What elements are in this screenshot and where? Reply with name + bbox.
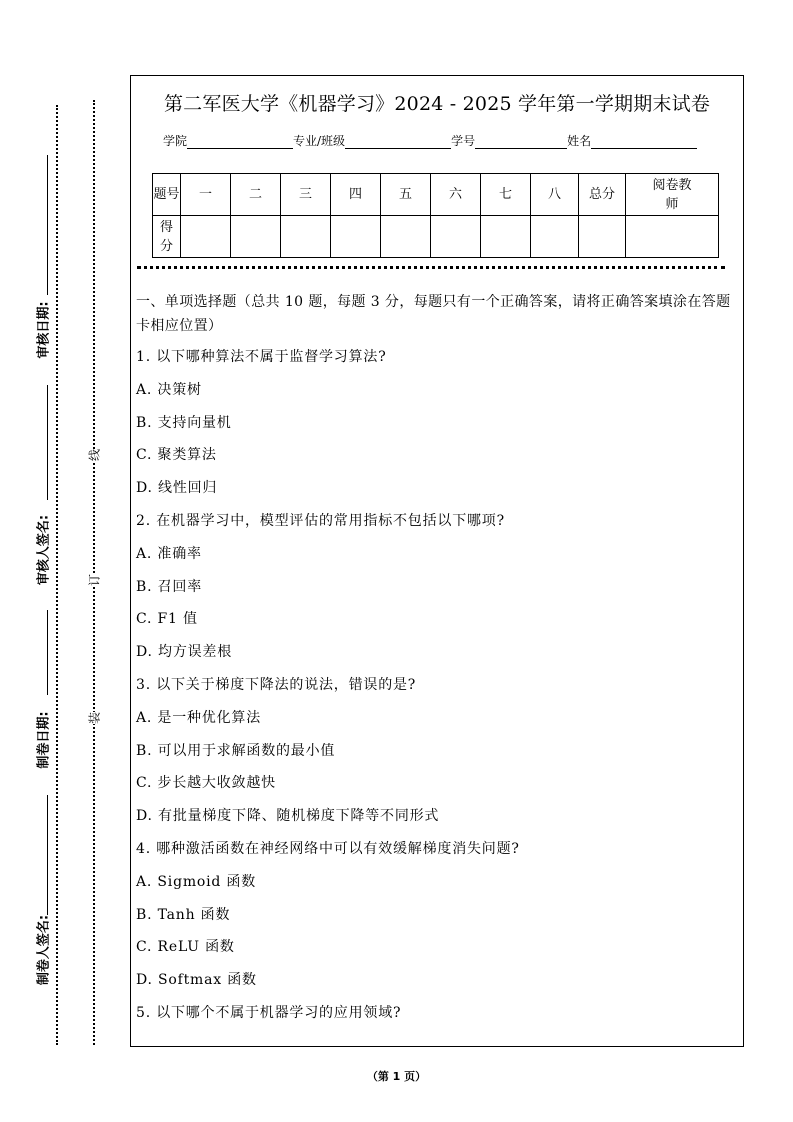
- exam-paper-frame: [130, 75, 744, 1047]
- page-number: （第 1 页）: [366, 1070, 427, 1083]
- score-header-cell: 三: [281, 174, 331, 216]
- score-header-cell: 七: [481, 174, 531, 216]
- question-stem: 4. 哪种激活函数在神经网络中可以有效缓解梯度消失问题?: [136, 840, 520, 857]
- review-date-label: 审核日期:: [36, 301, 52, 359]
- major-class-label: 专业/班级: [293, 134, 346, 148]
- option-b: B. 可以用于求解函数的最小值: [136, 742, 336, 759]
- option-c: C. ReLU 函数: [136, 939, 235, 956]
- binding-margin: [0, 0, 130, 1122]
- question-stem: 2. 在机器学习中，模型评估的常用指标不包括以下哪项?: [136, 512, 505, 529]
- compile-date-line: [47, 610, 48, 695]
- score-header-cell: 阅卷教师: [626, 174, 719, 216]
- score-header-cell: 六: [431, 174, 481, 216]
- score-cell[interactable]: [381, 216, 431, 258]
- exam-content: [136, 290, 736, 1036]
- score-header-cell: 总分: [579, 174, 626, 216]
- score-header-cell: 四: [331, 174, 381, 216]
- option-b: B. 支持向量机: [136, 414, 232, 431]
- score-cell[interactable]: [626, 216, 719, 258]
- score-table-header-row: [153, 174, 719, 216]
- option-d: D. 有批量梯度下降、随机梯度下降等不同形式: [136, 808, 440, 825]
- score-header-cell: 题号: [153, 174, 181, 216]
- score-row-label: 得分: [153, 216, 181, 258]
- option-c: C. 步长越大收敛越快: [136, 775, 276, 792]
- option-a: A. Sigmoid 函数: [136, 873, 257, 890]
- option-b: B. 召回率: [136, 578, 202, 595]
- option-d: D. 均方误差根: [136, 644, 233, 661]
- college-label: 学院: [163, 134, 188, 148]
- binding-mark-xian: 线: [84, 449, 105, 461]
- score-table: [152, 173, 719, 258]
- compile-date-label: 制卷日期:: [36, 711, 52, 769]
- score-header-cell: 八: [531, 174, 579, 216]
- score-cell[interactable]: [481, 216, 531, 258]
- reviewer-signature-line: [47, 385, 48, 500]
- score-header-cell: 五: [381, 174, 431, 216]
- question-stem: 5. 以下哪个不属于机器学习的应用领域?: [136, 1004, 402, 1021]
- binding-dotted-line-inner: [93, 100, 95, 1045]
- exam-title: 第二军医大学《机器学习》2024 - 2025 学年第一学期期末试卷: [163, 93, 711, 115]
- option-a: A. 决策树: [136, 381, 202, 398]
- student-id-label: 学号: [451, 134, 476, 148]
- binding-dotted-line-outer: [56, 105, 58, 1045]
- option-a: A. 准确率: [136, 545, 202, 562]
- college-field[interactable]: [187, 135, 293, 149]
- question-stem: 3. 以下关于梯度下降法的说法，错误的是?: [136, 676, 417, 693]
- name-field[interactable]: [591, 135, 697, 149]
- score-cell[interactable]: [431, 216, 481, 258]
- score-header-cell: 一: [181, 174, 231, 216]
- binding-mark-ding: 订: [84, 574, 105, 586]
- score-table-score-row: [153, 216, 719, 258]
- compiler-signature-label: 制卷人签名:: [36, 914, 52, 986]
- question-stem: 1. 以下哪种算法不属于监督学习算法?: [136, 349, 387, 365]
- score-cell[interactable]: [579, 216, 626, 258]
- name-label: 姓名: [567, 134, 592, 148]
- header-separator: [137, 266, 725, 269]
- reviewer-signature-label: 审核人签名:: [36, 514, 52, 586]
- score-cell[interactable]: [331, 216, 381, 258]
- score-cell[interactable]: [181, 216, 231, 258]
- compiler-signature-line: [47, 795, 48, 915]
- student-id-field[interactable]: [475, 135, 567, 149]
- option-b: B. Tanh 函数: [136, 906, 231, 923]
- option-c: C. F1 值: [136, 611, 198, 628]
- review-date-line: [47, 155, 48, 295]
- option-a: A. 是一种优化算法: [136, 709, 262, 726]
- option-d: D. Softmax 函数: [136, 972, 257, 989]
- score-cell[interactable]: [531, 216, 579, 258]
- option-d: D. 线性回归: [136, 480, 218, 497]
- option-c: C. 聚类算法: [136, 447, 217, 464]
- score-header-cell: 二: [231, 174, 281, 216]
- major-class-field[interactable]: [345, 135, 451, 149]
- section-heading: 一、单项选择题（总共 10 题，每题 3 分，每题只有一个正确答案，请将正确答案填涂在答题卡相应位置）: [136, 294, 731, 334]
- student-info-row: [163, 132, 697, 149]
- score-cell[interactable]: [281, 216, 331, 258]
- binding-mark-zhuang: 装: [84, 712, 105, 724]
- score-cell[interactable]: [231, 216, 281, 258]
